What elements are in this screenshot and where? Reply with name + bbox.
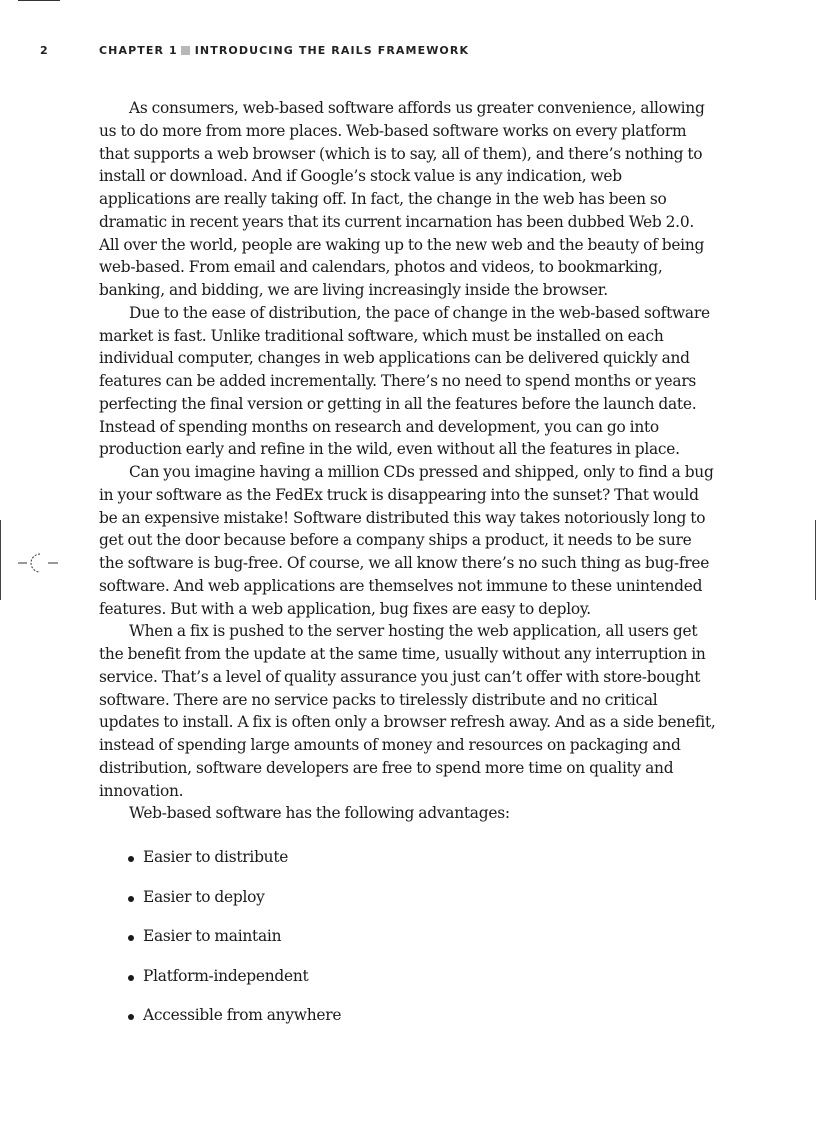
advantages-list [99, 846, 716, 1026]
left-crop-mark [0, 520, 1, 600]
list-item-label: Easier to maintain [143, 927, 282, 945]
chapter-title: INTRODUCING THE RAILS FRAMEWORK [194, 44, 470, 57]
list-item-label: Accessible from anywhere [143, 1006, 342, 1024]
list-item [99, 886, 716, 908]
list-item [99, 925, 716, 947]
square-bullet-icon [181, 46, 190, 55]
paragraph-pace-of-change: Due to the ease of distribution, the pace of change in the web-based software market is fast. Unlike traditional software, which must be installed on each individual computer, changes in web applications can be delivered quickly and features can be added incrementally. There’s no need to spend months or years perfecting the final version or getting in all the features before the launch date. Instead of spending months on research and development, you can go into production early and refine in the wild, even without all the features in place. [99, 303, 710, 459]
paragraph-advantages-intro: Web-based software has the following advantages: [129, 804, 510, 823]
paragraph-bug-fixes: When a fix is pushed to the server hosting the web application, all users get the benefit from the update at the same time, usually without any interruption in service. That’s a level of quality assurance you just can’t offer with store-bought software. There are no service packs to tirelessly distribute and no critical updates to install. A fix is often only a browser refresh away. And as a side benefit, instead of spending large amounts of money and resources on packaging and distribution, software developers are free to spend more time on quality and innovation. [99, 622, 716, 800]
bullet-icon [128, 896, 134, 902]
list-item [99, 846, 716, 868]
list-item-label: Easier to distribute [143, 848, 289, 866]
list-item-label: Platform-independent [143, 966, 309, 985]
page-number: 2 [40, 44, 49, 57]
bullet-icon [128, 935, 134, 941]
page-body [99, 97, 716, 1044]
paragraph-shipping-cds: Can you imagine having a million CDs pressed and shipped, only to find a bug in your software as the FedEx truck is disappearing into the sunset? That would be an expensive mistake! Software distributed this way takes notoriously long to get out the door because before a company ships a product, it needs to be sure the software is bug-free. Of course, we all know there’s no such thing as bug-free software. And web applications are themselves not immune to these unintended features. But with a web application, bug fixes are easy to deploy. [99, 463, 714, 618]
registration-mark-icon [18, 550, 62, 576]
list-item [99, 1004, 716, 1026]
top-crop-rule [18, 0, 60, 1]
bullet-icon [128, 1014, 134, 1020]
paragraph-web-convenience: As consumers, web-based software affords us greater convenience, allowing us to do more from more places. Web-based software works on every platform that supports a web browser (which is to say, all of them), and there’s nothing to install or download. And if Google’s stock value is any indication, web applications are really taking off. In fact, the change in the web has been so dramatic in recent years that its current incarnation has been dubbed Web 2.0. All over the world, people are waking up to the new web and the beauty of being web-based. From email and calendars, photos and videos, to bookmarking, banking, and bidding, we are living increasingly inside the browser. [99, 99, 705, 299]
bullet-icon [128, 856, 134, 862]
list-item-label: Easier to deploy [143, 887, 265, 906]
bullet-icon [128, 975, 134, 981]
chapter-heading [99, 44, 469, 57]
list-item [99, 965, 716, 987]
running-head [40, 44, 740, 58]
chapter-number: CHAPTER 1 [99, 44, 178, 57]
